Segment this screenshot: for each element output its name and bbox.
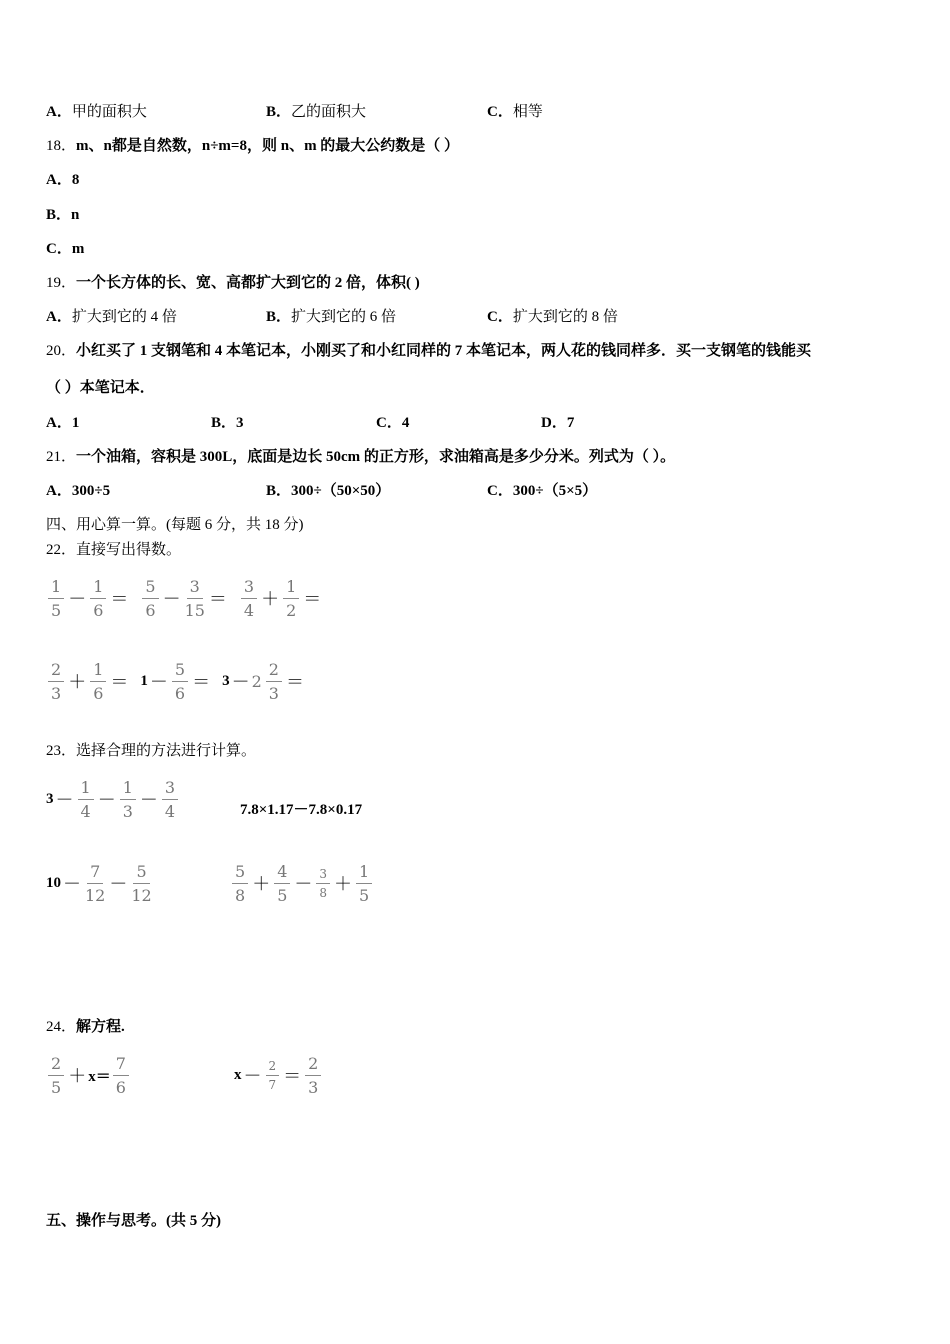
minus-sign: － [109, 874, 128, 895]
q18-option-c[interactable] [46, 239, 84, 259]
option-label: C． [376, 415, 402, 431]
q22-question [46, 540, 181, 560]
q17-option-a[interactable] [46, 102, 147, 122]
option-label: C． [46, 241, 72, 257]
q22-row-1 [46, 574, 323, 622]
question-number: 24． [46, 1019, 77, 1035]
question-text: 小红买了 1 支钢笔和 4 本笔记本，小刚买了和小红同样的 7 本笔记本，两人花的钱同样多．买一支钢笔的钱能买 [76, 343, 812, 359]
q18-question [46, 136, 459, 156]
minus-sign: － [63, 874, 81, 895]
equals-sign: ＝ [208, 589, 227, 610]
minus-sign: － [294, 874, 313, 895]
q20-option-a[interactable] [46, 413, 79, 433]
minus-sign: － [162, 589, 181, 610]
question-text: 一个长方体的长、宽、高都扩大到它的 2 倍，体积( ) [76, 275, 420, 291]
option-text: 扩大到它的 4 倍 [71, 309, 177, 325]
fraction: $\frac{5}{6}$ [142, 577, 158, 620]
fraction: $\frac{1}{2}$ [283, 577, 299, 620]
q17-option-c[interactable] [487, 102, 543, 122]
fraction: $\frac{5}{12}$ [131, 861, 152, 905]
section-4-title: 四、用心算一算。(每题 6 分，共 18 分) [46, 517, 304, 533]
fraction: $\frac{1}{6}$ [90, 660, 106, 703]
option-text: 相等 [512, 104, 543, 120]
option-text: 8 [71, 172, 80, 188]
question-text: m、n都是自然数，n÷m=8，则 n、m 的最大公约数是（ ） [76, 138, 460, 154]
q23-expr-3 [46, 859, 154, 907]
variable-x: x [234, 1066, 242, 1083]
question-number: 19． [46, 275, 77, 291]
option-label: B． [266, 309, 292, 325]
q19-question [46, 273, 420, 293]
whole-number: 3 [222, 672, 230, 689]
q18-option-a[interactable] [46, 170, 79, 190]
minus-sign: － [243, 1066, 262, 1087]
question-number: 23． [46, 743, 77, 759]
option-label: B． [266, 483, 292, 499]
plus-sign: ＋ [68, 1066, 87, 1087]
mixed-whole: 2 [251, 671, 262, 691]
minus-sign: － [68, 589, 87, 610]
fraction: $\frac{3}{4}$ [162, 778, 178, 821]
fraction: $\frac{2}{3}$ [305, 1054, 321, 1097]
whole-number: 3 [46, 790, 54, 807]
equals-sign: ＝ [110, 589, 129, 610]
equals-sign: ＝ [303, 589, 322, 610]
fraction: $\frac{3}{4}$ [241, 577, 257, 620]
question-number: 20． [46, 343, 77, 359]
question-text: 直接写出得数。 [76, 542, 182, 558]
q20-question-line2: （ ）本笔记本． [46, 380, 155, 396]
section-5-title: 五、操作与思考。(共 5 分) [46, 1213, 221, 1229]
option-text: m [71, 241, 85, 257]
q21-option-c[interactable] [487, 481, 597, 501]
q24-question [46, 1017, 125, 1037]
option-text: 3 [236, 415, 244, 431]
fraction: $\frac{2}{7}$ [266, 1059, 280, 1092]
fraction: $\frac{3}{8}$ [316, 867, 330, 900]
q17-option-b[interactable] [266, 102, 366, 122]
minus-sign: － [139, 790, 158, 811]
option-text: 扩大到它的 6 倍 [291, 309, 397, 325]
option-label: A． [46, 309, 72, 325]
q23-expr-4 [230, 859, 374, 907]
option-label: A． [46, 104, 72, 120]
q18-option-b[interactable] [46, 205, 79, 225]
q23-expr-1 [46, 775, 180, 823]
plus-sign: ＋ [68, 672, 87, 693]
option-text: 4 [401, 415, 410, 431]
q20-option-c[interactable] [376, 413, 409, 433]
q24-equation-2 [234, 1051, 323, 1099]
question-number: 21． [46, 449, 77, 465]
q20-question [46, 341, 811, 361]
question-number: 18． [46, 138, 77, 154]
option-label: C． [487, 309, 513, 325]
minus-sign: － [231, 672, 250, 693]
fraction: $\frac{1}{6}$ [90, 577, 106, 620]
q21-question [46, 447, 675, 467]
q23-question [46, 741, 256, 761]
fraction: $\frac{5}{6}$ [172, 660, 188, 703]
option-label: D． [541, 415, 567, 431]
fraction: $\frac{1}{5}$ [356, 862, 372, 905]
q24-equation-1 [46, 1051, 131, 1099]
q21-option-b[interactable] [266, 481, 390, 501]
option-text: 乙的面积大 [291, 104, 367, 120]
option-text: 7 [566, 415, 575, 431]
fraction: $\frac{5}{8}$ [232, 862, 248, 905]
option-text: 300÷5 [71, 483, 111, 499]
option-text: 扩大到它的 8 倍 [512, 309, 618, 325]
fraction: $\frac{3}{15}$ [184, 576, 205, 620]
option-label: A． [46, 415, 72, 431]
equals-sign: ＝ [110, 672, 129, 693]
option-label: B． [211, 415, 237, 431]
minus-sign: － [55, 790, 74, 811]
option-label: A． [46, 483, 72, 499]
minus-sign: － [149, 672, 168, 693]
option-label: C． [487, 483, 513, 499]
equals-sign: ＝ [283, 1066, 302, 1087]
option-text: 1 [71, 415, 80, 431]
fraction: $\frac{7}{6}$ [113, 1054, 129, 1097]
variable-x: x＝ [88, 1068, 111, 1085]
question-text: 解方程. [76, 1019, 125, 1035]
whole-number: 1 [140, 672, 148, 689]
option-text: 300÷（50×50） [291, 483, 391, 499]
plus-sign: ＋ [252, 874, 271, 895]
question-text: 选择合理的方法进行计算。 [76, 743, 257, 759]
q19-option-a[interactable] [46, 307, 177, 327]
q22-row-2 [46, 657, 306, 705]
plus-sign: ＋ [334, 874, 353, 895]
equals-sign: ＝ [192, 672, 211, 693]
option-label: C． [487, 104, 513, 120]
q23-expr-2: 7.8×1.17－7.8×0.17 [240, 802, 363, 818]
fraction: $\frac{2}{3}$ [266, 660, 282, 703]
fraction: $\frac{7}{12}$ [85, 861, 106, 905]
q20-option-d[interactable] [541, 413, 574, 433]
q19-option-c[interactable] [487, 307, 618, 327]
fraction: $\frac{1}{5}$ [48, 577, 64, 620]
equals-sign: ＝ [285, 672, 304, 693]
whole-number: 10 [46, 874, 61, 891]
q21-option-a[interactable] [46, 481, 110, 501]
option-label: A． [46, 172, 72, 188]
option-text: 300÷（5×5） [512, 483, 598, 499]
question-text: 一个油箱，容积是 300L，底面是边长 50cm 的正方形，求油箱高是多少分米。列式为（ ）。 [76, 449, 676, 465]
fraction: $\frac{1}{4}$ [78, 778, 94, 821]
fraction: $\frac{2}{3}$ [48, 660, 64, 703]
plus-sign: ＋ [261, 589, 280, 610]
option-text: n [71, 207, 80, 223]
q19-option-b[interactable] [266, 307, 396, 327]
option-label: B． [46, 207, 72, 223]
fraction: $\frac{1}{3}$ [120, 778, 136, 821]
question-number: 22． [46, 542, 77, 558]
fraction: $\frac{2}{5}$ [48, 1054, 64, 1097]
minus-sign: － [97, 790, 116, 811]
option-label: B． [266, 104, 292, 120]
option-text: 甲的面积大 [71, 104, 147, 120]
fraction: $\frac{4}{5}$ [274, 862, 290, 905]
q20-option-b[interactable] [211, 413, 244, 433]
